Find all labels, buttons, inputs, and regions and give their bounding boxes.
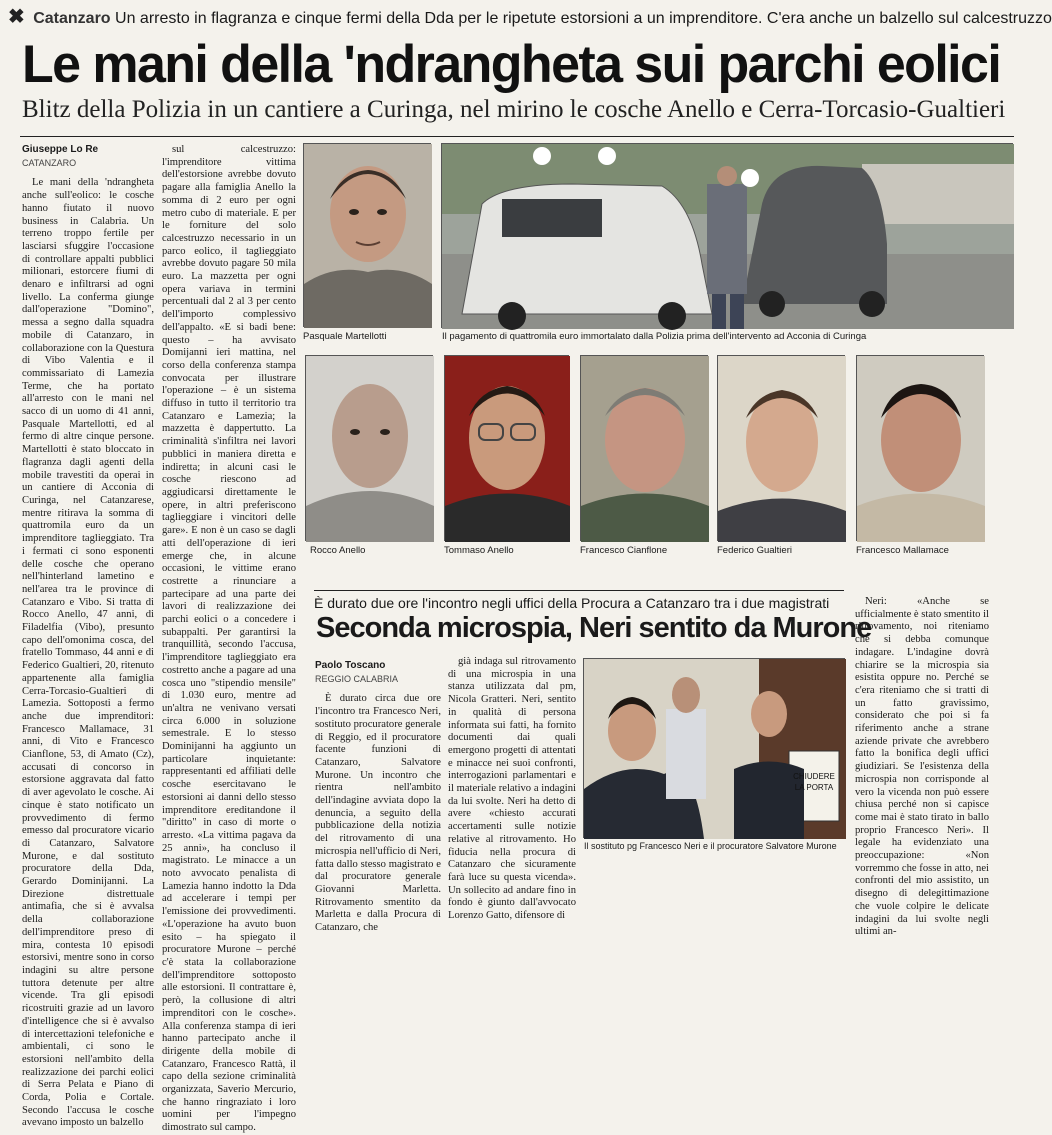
mugshot-tommaso-anello: [444, 355, 569, 541]
article2-byline: Paolo Toscano: [315, 660, 386, 671]
article2-col3: [855, 596, 989, 938]
caption-francesco-cianflone: Francesco Cianflone: [580, 545, 668, 556]
caption-scene: Il pagamento di quattromila euro immortalato dalla Polizia prima dell'intervento ad Acconia di Curinga: [442, 331, 867, 342]
scene-photo: [441, 143, 1013, 328]
mugshot-francesco-cianflone: [580, 355, 708, 541]
article2-kicker: È durato due ore l'incontro negli uffici della Procura a Catanzaro tra i due magistrati: [314, 595, 830, 611]
article1-text-col2: sul calcestruzzo: l'imprenditore vittima dell'estorsione avrebbe dovuto pagare alla famiglia Anello la somma di 2 euro per ogni metro cubo di materiale. E per le forniture del solo calcestruzzo necessario in un parco eolico, il taglieggiato avrebbe dovuto pagare 50 mila euro. La mazzetta per ogni opera variava in termini percentuali dal 2 al 3 per cento dell'importo complessivo dell'appalto. «E si badi bene: questo – ha avvisato Domijanni ieri mattina, nel corso della conferenza stampa convocata per illustrare l'operazione – è un sistema diffuso in tutto il territorio tra Catanzaro e Lamezia; la mazzetta è dappertutto. La criminalità s'infiltra nei lavori pubblici in maniera diretta e indiretta; in alcuni casi le cosche riescono ad aggiudicarsi direttamente le opere, in altri preferiscono taglieggiare i vincitori delle gare». E non è un caso se dagli atti dell'operazione di ieri emerge che, in alcune occasioni, le vittime erano costrette a rinunciare a partecipare ad una parte dei lavori di realizzazione dei parchi eolici o a concedere i subappalti. Per garantirsi la tranquillità, secondo l'accusa, l'imprenditore taglieggiato era costretto anche a pagare ad una cosca uno "stipendio mensile" di 1.030 euro, mentre ad un'altra ne venivano versati circa 6.000 in soluzione semestrale. E lo stesso Dominijanni ha aggiunto un particolare inquietante: rappresentanti ed affiliati delle cosche esercitavano le estorsioni ai danni dello stesso imprenditore ereditandone il "diritto" in caso di morte o arresto. «La vittima pagava da 25 anni», ha concluso il magistrato. Le minacce a un noto avvocato penalista di Lamezia hanno indotto la Dda ad accelerare i tempi per l'emissione dei provvedimenti. «L'operazione ha avuto buon esito – ha spiegato il procuratore Murone – perché c'è stata la collaborazione dell'imprenditore sottoposto alle estorsioni. Il contrattare è, però, la collusione di altri imprenditori con le cosche». Alla conferenza stampa di ieri hanno partecipato anche il dirigente della mobile di Catanzaro, Francesco Rattà, il capo della sezione criminalità organizzata, Saverio Mercurio, che hanno ringraziato i loro uomini per l'impegno dimostrato sul campo.: [162, 144, 296, 1134]
portrait-martellotti: [303, 143, 431, 327]
caption-article2-photo: Il sostituto pg Francesco Neri e il procuratore Salvatore Murone: [584, 841, 837, 851]
article2-headline: Seconda microspia, Neri sentito da Murone: [316, 612, 872, 644]
mugshot-federico-gualtieri: [717, 355, 845, 541]
article2-col1: [315, 660, 441, 934]
header-rule: [20, 136, 1014, 137]
article1-text-col1: Le mani della 'ndrangheta anche sull'eolico: le cosche hanno fiutato il nuovo business in Calabria. Un terreno troppo fertile per lasciarsi sfuggire l'occasione di controllare appalti pubblici milionari, estorcere fiumi di denaro e infiltrarsi ad ogni livello. La conferma giunge dall'operazione "Domino", messa a segno dalla squadra mobile di Catanzaro, in collaborazione con la Questura di Vibo Valentia e il commissariato di Lamezia Terme, che ha portato all'arresto con le mani nel sacco di un uomo di 41 anni, Pasquale Martellotti, ed al fermo di altre cinque persone. Martellotti è stato bloccato in flagranza dagli agenti della mobile travestiti da operai in un cantiere di Acconia di Curinga, nel Catanzarese, mentre ritirava la somma di quattromila euro da un imprenditore taglieggiato. Tra i fermati ci sono esponenti delle cosche che operano nell'hinterland lametino e nell'area tra le province di Catanzaro e Vibo. Si tratta di Rocco Anello, 47 anni, di Filadelfia (Vibo), presunto capo dell'omonima cosca, del fratello Tommaso, 44 anni e di Federico Gualtieri, 20, ritenuto appartenente alla famiglia Cerra-Torcasio-Gualtieri di Lamezia. Sottoposti a fermo anche due imprenditori: Francesco Mallamace, 31 anni, di Vito e Francesco Cianflone, 53, di Amato (Cz), accusati di concorso in estorsione aggravata dal fatto di aver agevolato le cosche. Ai cinque è stato notificato un provvedimento di fermo emesso dal procuratore vicario di Catanzaro, Salvatore Murone, e dal sostituto procuratore della Dda, Gerardo Dominijanni. La Direzione distrettuale antimafia, che si è avvalsa della collaborazione dell'imprenditore preso di mira, contesta 10 episodi estorsivi, mentre sono in corso indagini su altre persone tuttora detenute per altre vicende. Tra gli episodi ricostruiti grazie ad un lavoro d'intelligence che si è avvalso di intercettazioni telefoniche e ambientali, ci sono le estorsioni nell'ambito della realizzazione dei parchi eolici di Serra Pelata e Piano di Corda, Polia e Cortale. Secondo l'accusa le cosche avevano imposto un balzello: [22, 177, 154, 1129]
caption-francesco-mallamace: Francesco Mallamace: [856, 545, 949, 556]
caption-federico-gualtieri: Federico Gualtieri: [717, 545, 792, 556]
mugshot-francesco-mallamace: [856, 355, 984, 541]
kicker-city: Catanzaro: [33, 10, 111, 27]
kicker: [8, 4, 1052, 28]
article1-col1: [22, 144, 154, 1129]
kicker-text: Un arresto in flagranza e cinque fermi della Dda per le ripetute estorsioni a un imprenditore. C'era anche un balzello sul calcestruzzo: [115, 10, 1052, 27]
door-sign: CHIUDERE LA PORTA: [793, 772, 835, 792]
article2-text-col3: Neri: «Anche se ufficialmente è stato smentito il ritrovamento, noi riteniamo che si debba comunque indagare. L'indagine dovrà chiarire se la microspia sia esistita oppure no. Perché se c'era riteniamo che si tratti di un fatto gravissimo, considerato che poi si fa riferimento anche a strane aziende private che avrebbero fatto la bonifica degli uffici giudiziari. Se l'esistenza della microspia non corrisponde al vero la vicenda non può essere chiusa perché non si capisce come mai è stato tirato in ballo proprio Francesco Neri». Il legale ha evidenziato una preoccupazione: «Non vorremmo che fosse in atto, nei confronti del mio assistito, un disegno di delegittimazione che vuole colpire le delicate indagini da lui svolte negli ultimi an-: [855, 596, 989, 938]
corner-mark: ✖: [8, 6, 25, 28]
article2-text-col2: già indaga sul ritrovamento di una microspia in una stanza utilizzata dal pm, Nicola Gratteri. Neri, sentito in qualità di persona informata sui fatti, ha fornito documenti dai quali emergono progetti di attentati e minacce nei suoi confronti, interrogazioni parlamentari e il materiale relativo a indagini da lui svolte. Neri ha detto di avere «chiesto accurati accertamenti sulle notizie relative al ritrovamento. Ho fiducia nella procura di Catanzaro che sicuramente farà luce su questa vicenda». Un sollecito ad andare fino in fondo è giunto dall'avvocato Lorenzo Gatto, difensore di: [448, 656, 576, 922]
article2-dateline: REGGIO CALABRIA: [315, 673, 399, 684]
mugshot-rocco-anello: [305, 355, 433, 541]
article2-rule: [314, 590, 844, 591]
subhead: Blitz della Polizia in un cantiere a Curinga, nel mirino le cosche Anello e Cerra-Torcasio-Gualtieri: [22, 96, 1006, 123]
article2-text-col1: È durato circa due ore l'incontro tra Francesco Neri, sostituto procuratore generale di Reggio, ed il procuratore facente funzioni di Catanzaro, Salvatore Murone. Un incontro che rientra nell'ambito dell'indagine avviata dopo la denuncia, a seguito della pubblicazione della notizia del ritrovamento di una microspia nell'ufficio di Neri, fatta dallo stesso magistrato e dal procuratore generale Giovanni Marletta. Ritrovamento smentito da Marletta e dalla Procura di Catanzaro, che: [315, 693, 441, 934]
article2-photo: [583, 658, 845, 838]
article2-col2: [448, 656, 576, 922]
dateline: CATANZARO: [22, 157, 77, 168]
caption-rocco-anello: Rocco Anello: [310, 545, 366, 556]
headline: Le mani della 'ndrangheta sui parchi eolici: [22, 35, 1001, 94]
caption-tommaso-anello: Tommaso Anello: [444, 545, 514, 556]
byline: Giuseppe Lo Re: [22, 144, 99, 155]
article1-col2: [162, 144, 296, 1134]
caption-martellotti: Pasquale Martellotti: [303, 331, 387, 342]
